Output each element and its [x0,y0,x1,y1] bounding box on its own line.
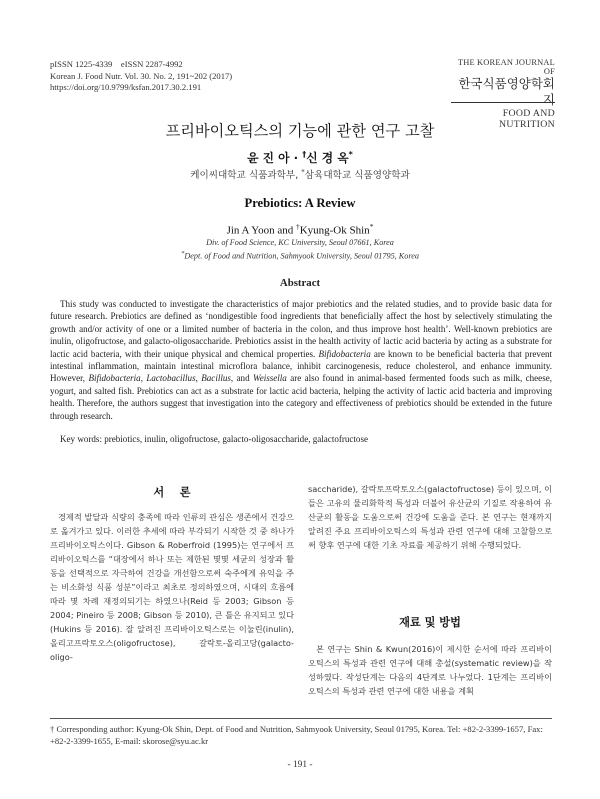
korean-affiliations [0,167,600,181]
separator: , [195,373,202,384]
keywords: Key words: prebiotics, inulin, oligofructose, galacto-oligosaccharide, galactofructose [60,434,368,444]
introduction-heading: 서 론 [153,486,191,499]
body-columns [50,480,552,716]
abstract-text-2: are known to be beneficial bacteria that prevent intestinal inflammation, maintain intestinal microflora balance, inhibit carcinogenesis, reduce cholesterol, and enhance immunity. However, [50,348,552,384]
header-divider [451,102,555,103]
journal-name-top: THE KOREAN JOURNAL OF [457,58,555,76]
english-authors [0,222,600,237]
taxon-name: Bifidobacteria [318,348,371,359]
abstract-text-3: are also found in animal-based fermented foods such as milk, cheese, yogurt, and salted fish. Prebiotics can act as a substrate for lactic acid bacteria, helping the activity of lactic acid bacteria and improving health. Therefore, the authors suggest that investigation into the category and effectiveness of prebiotics should be extended in the future through research. [50,373,552,421]
korean-title: 프리바이오틱스의 기능에 관한 연구 고찰 [165,122,435,140]
taxon-name: Weissella [252,373,287,384]
abstract-heading: Abstract [279,277,321,289]
affiliation-mark: * [181,250,185,257]
affiliation-mark: * [348,150,353,160]
english-affiliation-2 [0,250,600,261]
taxon-name: Bacillus [201,373,231,384]
issn-line: pISSN 1225-4339 eISSN 2287-4992 [50,59,183,69]
affiliation-2-kr: 삼육대학교 식품영양학과 [304,170,410,181]
taxon-name: Lactobacillus [146,373,196,384]
affiliation-mark: * [369,222,374,231]
page-number: - 191 - [287,760,313,770]
introduction-continued: saccharide), 갈락토프락토오스(galactofructose) 등이 있으며, 이들은 고유의 물리화학적 특성과 더불어 유산균의 기질로 작용하여 유산균의 활동을 도움으로써 건강에 도움을 준다. 본 연구는 현재까지 알려진 주요 프리바이오틱스의 특성과 관련 연구에 대해 고찰함으로써 향후 연구에 대한 기초 자료를 제공하기 위해 수행되었다. [308,484,552,550]
introduction-column [50,510,294,664]
methods-paragraph: 본 연구는 Shin & Kwun(2016)이 제시한 순서에 따라 프리바이오틱스의 특성과 관련 연구에 대해 총설(systematic review)을 작성하였다. 작성단계는 다음의 4단계로 나누었다. 1단계는 프리바이오틱스의 특성과 관련 연구에 대한 내용을 계획 [308,644,552,696]
separator: , and [230,373,253,384]
author-1-en: Jin A Yoon and [226,224,296,237]
english-affiliation-2-text: Dept. of Food and Nutrition, Sahmyook University, Seoul 01795, Korea [184,251,419,261]
doi-line[interactable]: https://doi.org/10.9799/ksfan.2017.30.2.191 [50,82,202,92]
author-2-en: Kyung-Ok Shin [299,224,370,237]
corresponding-mark: † [302,150,307,160]
corresponding-mark: † [50,724,55,734]
affiliation-mark: * [301,167,305,176]
affiliation-1-kr: 케이씨대학교 식품과학부, [190,170,302,181]
methods-column [308,642,552,698]
right-column [308,482,552,552]
author-2-kr: 신 경 옥 [306,151,349,165]
footnote-text: Corresponding author: Kyung-Ok Shin, Dept. of Food and Nutrition, Sahmyook University, Seoul 01795, Korea. Tel: +82-2-3399-1657, Fax: +82-2-3399-1655, E-mail: skorose@syu.ac.kr [50,724,543,747]
abstract-text-1: This study was conducted to investigate the characteristics of major prebiotics and the related studies, and to provide basic data for future research. Prebiotics are defined as ‘nondigestible food ingredients that beneficially affect the host by selectively stimulating the growth and/or activity of one or a limited number of bacteria in the colon, and thus improve host health’. Well-known prebiotics are inulin, oligofructose, and galacto-oligosaccharide. Prebiotics assist in the health activity of lactic acid bacteria by acting as a substrate for lactic acid bacteria, with their unique physical and chemical properties. [50,299,552,359]
korean-authors [0,149,600,166]
journal-name-korean: 한국식품영양학회지 [458,76,555,107]
corresponding-mark: † [295,222,300,231]
english-affiliation-1: Div. of Food Science, KC University, Seoul 07661, Korea [206,238,394,247]
english-title: Prebiotics: A Review [244,196,356,210]
footnote-divider [50,718,552,719]
introduction-paragraph: 경제적 발달과 식량의 충족에 따라 인류의 관심은 생존에서 건강으로 옮겨가고 있다. 이러한 추세에 따라 부각되기 시작한 것 중 하나가 프리바이오틱스이다. Gibson & Roberfroid (1995)는 연구에서 프리바이오틱스를 “대장에서 하나 또는 제한된 몇몇 세균의 성장과 활동을 선택적으로 자극하여 건강을 개선함으로써 숙주에게 유익을 주는 비소화성 식품 성분”이라고 최초로 정의하였으며, 시대의 흐름에 따라 몇 차례 재정의되기는 하였으나(Reid 등 2003; Gibson 등 2004; Pineiro 등 2008; Gibson 등 2010), 큰 틀은 유지되고 있다(Hukins 등 2016). 잘 알려진 프리바이오틱스로는 이눌린(inulin), 올리고프락토오스(oligofructose), 갈락토-올리고당(galacto-oligo- [50,512,294,662]
methods-heading: 재료 및 방법 [399,616,461,629]
journal-citation-block [50,59,232,94]
taxon-name: Bifidobacteria [88,373,141,384]
separator: , [140,373,147,384]
journal-name-bottom: FOOD AND NUTRITION [498,108,555,130]
citation-line: Korean J. Food Nutr. Vol. 30. No. 2, 191~202 (2017) [50,70,233,81]
abstract-body [50,298,552,422]
footnote [50,723,552,747]
author-1-kr: 윤 진 아 · [247,151,303,165]
